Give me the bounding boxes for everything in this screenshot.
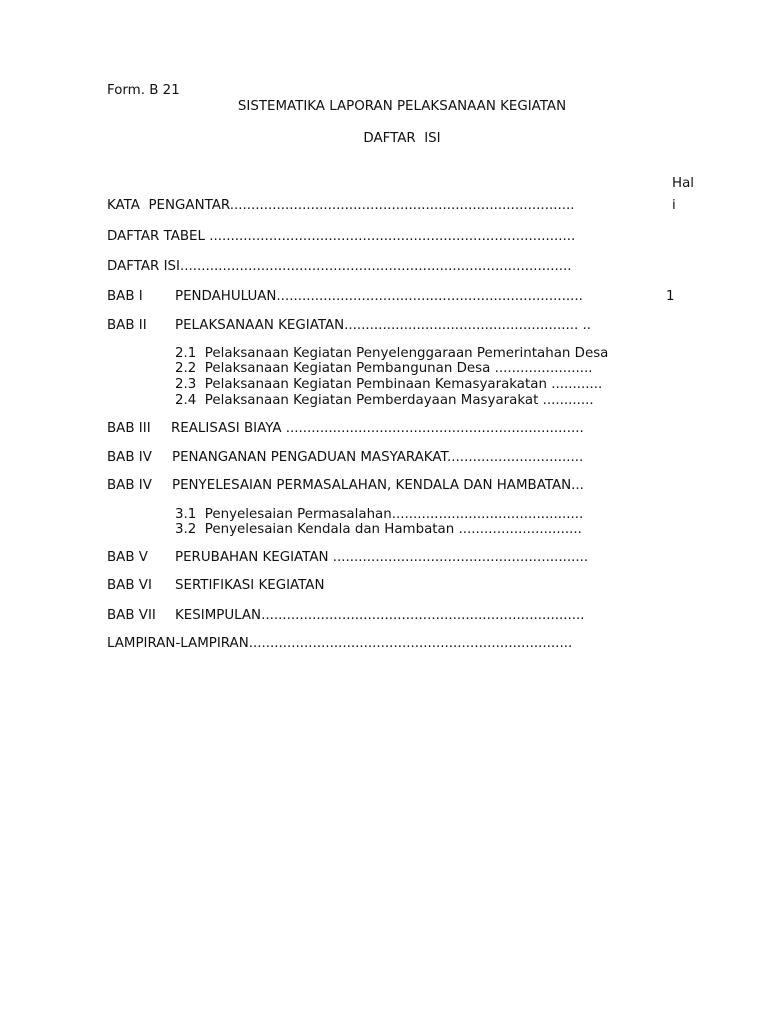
toc-entry-penyelesaian-permasalahan: PENYELESAIAN PERMASALAHAN, KENDALA DAN HAMBATAN... [172,478,584,493]
toc-entry-penanganan-pengaduan: PENANGANAN PENGADUAN MASYARAKAT................................ [172,450,584,465]
toc-entry-perubahan-kegiatan: PERUBAHAN KEGIATAN ............................................................ [175,550,589,565]
toc-chapter-number: BAB III [107,421,151,436]
toc-heading: DAFTAR ISI [363,131,441,146]
document-title: SISTEMATIKA LAPORAN PELAKSANAAN KEGIATAN [237,99,567,114]
toc-chapter-number: BAB I [107,289,143,304]
toc-chapter-number: BAB II [107,318,147,333]
toc-subentry: 3.1 Penyelesaian Permasalahan............................................. [175,507,584,522]
form-code: Form. B 21 [107,83,180,98]
toc-chapter-number: BAB IV [107,450,152,465]
toc-entry-pendahuluan: PENDAHULUAN........................................................................ [175,289,583,304]
toc-page-pendahuluan: 1 [666,289,675,304]
toc-subentry: 2.3 Pelaksanaan Kegiatan Pembinaan Kemasyarakatan ............ [175,377,603,392]
toc-subentry: 2.2 Pelaksanaan Kegiatan Pembangunan Desa ....................... [175,361,593,376]
toc-chapter-number: BAB VI [107,578,152,593]
toc-entry-kata-pengantar: KATA PENGANTAR................................................................................. [107,198,575,213]
toc-entry-lampiran: LAMPIRAN-LAMPIRAN............................................................................ [107,636,573,651]
toc-subentry: 3.2 Penyelesaian Kendala dan Hambatan ............................. [175,522,582,537]
toc-chapter-number: BAB IV [107,478,152,493]
toc-chapter-number: BAB VII [107,608,156,623]
toc-page-kata-pengantar: i [672,198,676,213]
toc-chapter-number: BAB V [107,550,148,565]
toc-entry-daftar-tabel: DAFTAR TABEL ...................................................................................... [107,229,576,244]
toc-subentry: 2.4 Pelaksanaan Kegiatan Pemberdayaan Masyarakat ............ [175,393,594,408]
toc-entry-pelaksanaan-kegiatan: PELAKSANAAN KEGIATAN....................................................... .. [175,318,592,333]
toc-entry-daftar-isi: DAFTAR ISI............................................................................................ [107,259,572,274]
toc-entry-realisasi-biaya: REALISASI BIAYA ...................................................................... [171,421,584,436]
page-column-header: Hal [672,176,694,191]
toc-subentry: 2.1 Pelaksanaan Kegiatan Penyelenggaraan Pemerintahan Desa [175,346,609,361]
toc-entry-kesimpulan: KESIMPULAN............................................................................ [175,608,585,623]
toc-entry-sertifikasi-kegiatan: SERTIFIKASI KEGIATAN [175,578,325,593]
